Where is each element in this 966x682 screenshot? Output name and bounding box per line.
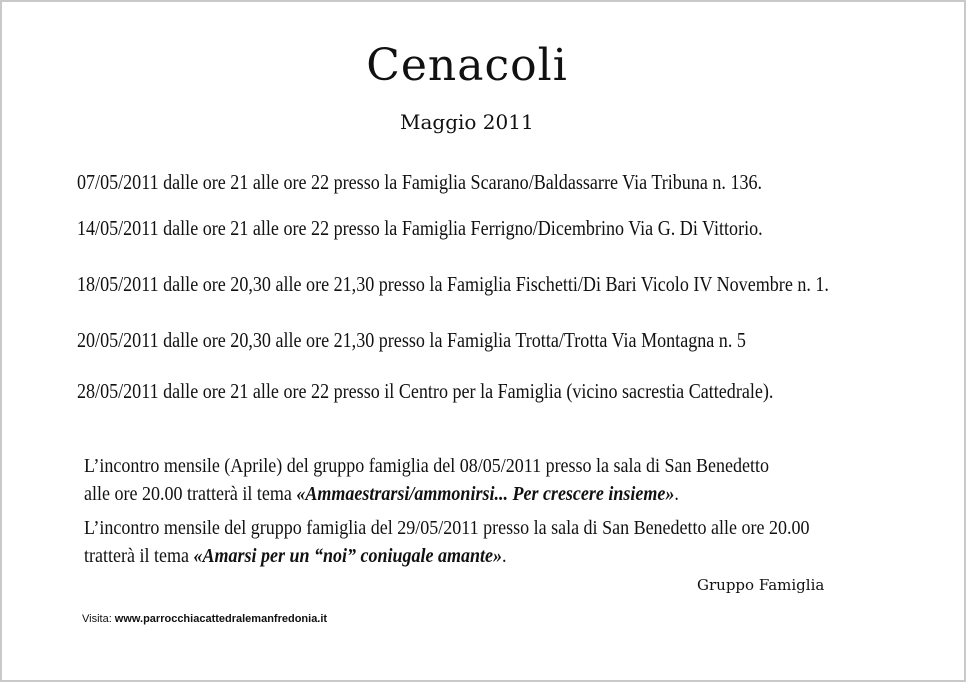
- event-line-1: 07/05/2011 dalle ore 21 alle ore 22 presso la Famiglia Scarano/Baldassarre Via Tribuna n. 136.: [77, 170, 763, 194]
- paragraph-april-line1: L’incontro mensile (Aprile) del gruppo famiglia del 08/05/2011 presso la sala di San Benedetto: [84, 455, 770, 477]
- paragraph-may-theme: «Amarsi per un “noi” coniugale amante»: [193, 545, 503, 567]
- paragraph-april-line2: [84, 480, 894, 508]
- footer-label: Visita:: [82, 613, 112, 625]
- paragraph-april: [84, 452, 894, 508]
- footer: [82, 613, 327, 625]
- paragraph-may: [84, 514, 894, 570]
- event-line-5: 28/05/2011 dalle ore 21 alle ore 22 presso il Centro per la Famiglia (vicino sacrestia Cattedrale).: [77, 379, 774, 403]
- page-subtitle: Maggio 2011: [400, 110, 534, 134]
- paragraph-april-prefix: alle ore 20.00 tratterà il tema: [84, 483, 297, 505]
- page-title: Cenacoli: [366, 40, 568, 91]
- paragraph-may-suffix: .: [502, 545, 507, 567]
- paragraph-may-line1: L’incontro mensile del gruppo famiglia del 29/05/2011 presso la sala di San Benedetto alle ore 20.00: [84, 517, 810, 539]
- signature: Gruppo Famiglia: [697, 576, 825, 594]
- paragraph-april-suffix: .: [674, 483, 679, 505]
- event-line-3: 18/05/2011 dalle ore 20,30 alle ore 21,30 presso la Famiglia Fischetti/Di Bari Vicolo IV Novembre n. 1.: [77, 272, 829, 296]
- paragraph-april-theme: «Ammaestrarsi/ammonirsi... Per crescere insieme»: [296, 483, 675, 505]
- footer-url-link[interactable]: www.parrocchiacattedralemanfredonia.it: [114, 613, 328, 625]
- event-line-4: 20/05/2011 dalle ore 20,30 alle ore 21,30 presso la Famiglia Trotta/Trotta Via Montagna n. 5: [77, 328, 746, 352]
- paragraph-may-prefix: tratterà il tema: [84, 545, 194, 567]
- paragraph-may-line2: [84, 542, 894, 570]
- event-line-2: 14/05/2011 dalle ore 21 alle ore 22 presso la Famiglia Ferrigno/Dicembrino Via G. Di Vittorio.: [77, 216, 763, 240]
